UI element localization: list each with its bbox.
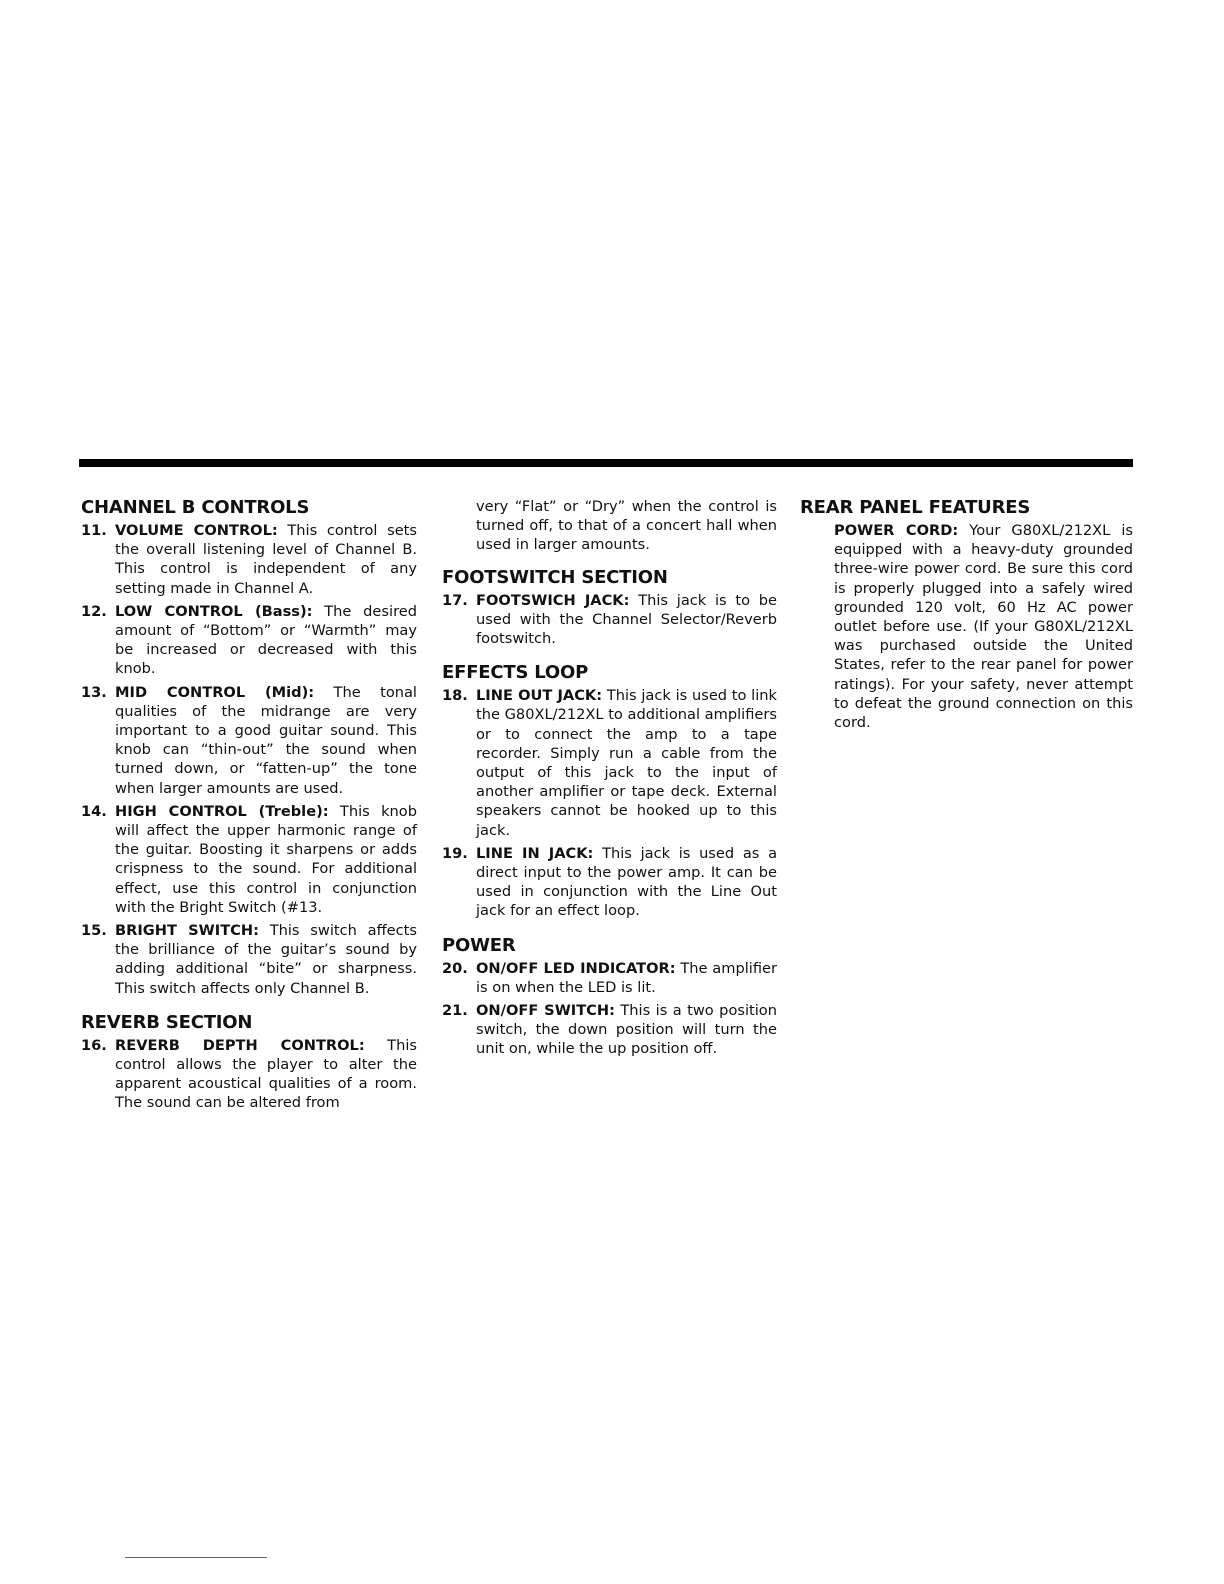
item-number: 11.	[81, 522, 107, 539]
section-title-channel-b: CHANNEL B CONTROLS	[81, 497, 310, 518]
top-divider-rule	[79, 459, 1133, 467]
item-label: FOOTSWICH JACK:	[476, 591, 630, 609]
column-middle	[442, 497, 777, 1063]
item-text: This control allows the player to alter the apparent acoustical qualities of a room. The sound can be altered from	[115, 1036, 417, 1112]
list-item-volume-control	[81, 521, 417, 598]
item-label: ON/OFF LED INDICATOR:	[476, 959, 676, 977]
item-label: LINE IN JACK:	[476, 844, 594, 862]
item-text: This jack is to be used with the Channel Selector/Reverb footswitch.	[476, 591, 778, 648]
item-number: 12.	[81, 602, 107, 620]
item-text: This knob will affect the upper harmonic range of the guitar. Boosting it sharpens or adds crispness to the sound. For additional effect, use this control in conjunction with the Bright Switch (#13.	[115, 802, 417, 916]
item-text: This control sets the overall listening level of Channel B. This control is independent of any setting made in Channel A.	[115, 522, 418, 597]
item-number: 13.	[81, 683, 107, 701]
item-label: LOW CONTROL (Bass):	[115, 602, 313, 620]
list-item-footswitch-jack	[442, 591, 777, 649]
power-cord-paragraph	[800, 521, 1133, 732]
column-left	[81, 497, 417, 1117]
item-text: This is a two position switch, the down position will turn the unit on, while the up position off.	[476, 1002, 777, 1058]
item-label: BRIGHT SWITCH:	[115, 922, 259, 940]
section-title-power: POWER	[442, 934, 516, 956]
item-number: 15.	[81, 922, 107, 940]
list-item-reverb-depth	[81, 1036, 417, 1113]
list-item-low-control	[81, 602, 417, 679]
reverb-continuation-text: very “Flat” or “Dry” when the control is turned off, to that of a concert hall when used in larger amounts.	[476, 498, 777, 554]
item-text: This switch affects the brilliance of the guitar’s sound by adding additional “bite” or sharpness. This switch affects only Channel B.	[115, 922, 417, 997]
list-item-high-control	[81, 802, 417, 917]
item-number: 21.	[442, 1002, 468, 1020]
power-cord-label: POWER CORD:	[834, 522, 959, 539]
item-text: This jack is used to link the G80XL/212XL to additional amplifiers or to connect the amp to a tape recorder. Simply run a cable from the output of this jack to the input of another amplifier or tape deck. External speakers cannot be hooked up to this jack.	[476, 687, 777, 839]
item-number: 18.	[442, 687, 468, 705]
item-label: MID CONTROL (Mid):	[115, 683, 315, 701]
item-text: The tonal qualities of the midrange are very important to a good guitar sound. This knob can “thin-out” the sound when turned down, or “fatten-up” the tone when larger amounts are used.	[115, 683, 417, 797]
item-label: LINE OUT JACK:	[476, 687, 603, 705]
item-text: This jack is used as a direct input to the power amp. It can be used in conjunction with the Line Out jack for an effect loop.	[476, 844, 778, 920]
item-number: 17.	[442, 591, 468, 609]
power-cord-text: Your G80XL/212XL is equipped with a heavy-duty grounded three-wire power cord. Be sure this cord is properly plugged into a safely wired grounded 120 volt, 60 Hz AC power outlet before use. (If your G80XL/212XL was purchased outside the United States, refer to the rear panel for power ratings). For your safety, never attempt to defeat the ground connection on this cord.	[834, 522, 1133, 732]
list-item-mid-control	[81, 683, 417, 798]
section-title-footswitch: FOOTSWITCH SECTION	[442, 566, 668, 588]
item-number: 16.	[81, 1036, 107, 1054]
item-text: The amplifier is on when the LED is lit.	[476, 959, 777, 996]
section-title-reverb: REVERB SECTION	[81, 1011, 253, 1033]
section-title-rear-panel: REAR PANEL FEATURES	[800, 497, 1031, 518]
item-label: ON/OFF SWITCH:	[476, 1002, 615, 1020]
item-label: HIGH CONTROL (Treble):	[115, 802, 329, 820]
column-right	[800, 497, 1133, 732]
list-item-led-indicator	[442, 959, 777, 997]
list-item-bright-switch	[81, 921, 417, 998]
list-item-line-out-jack	[442, 686, 777, 840]
section-title-effects-loop: EFFECTS LOOP	[442, 662, 589, 684]
bottom-underline-mark	[125, 1557, 267, 1558]
item-number: 20.	[442, 959, 468, 977]
list-item-line-in-jack	[442, 844, 777, 921]
item-number: 14.	[81, 802, 107, 820]
list-item-on-off-switch	[442, 1001, 777, 1059]
item-label: VOLUME CONTROL:	[115, 522, 278, 539]
item-text: The desired amount of “Bottom” or “Warmth” may be increased or decreased with this knob.	[115, 602, 417, 678]
item-number: 19.	[442, 844, 468, 862]
item-label: REVERB DEPTH CONTROL:	[115, 1036, 365, 1054]
